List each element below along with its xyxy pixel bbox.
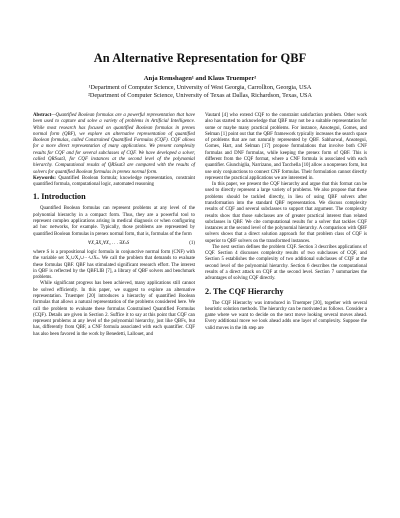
intro-paragraph-5: In this paper, we present the CQF hierarchy and argue that this format can be used to directly represent a large variety of problems. We also propose that these problems should be tackled directly, in lieu of using QBF solvers after transformation into the standard QBF representation. We discuss complexity results of CQF and several subclasses to support that argument. The complexity results show that those subclasses are of greater practical interest than related subclasses in QBF. We cite computational results for a solver that tackles CQF instances at the second level of the polynomial hierarchy. A comparison with QBF solvers shows that a direct solution approach for that problem class of CQF is superior to QBF solvers on the transformed instances.: [205, 182, 367, 244]
intro-paragraph-6: The next section defines the problem CQF. Section 3 describes applications of CQF. Section 4 discusses complexity results of two subclasses of CQF, and Section 5 establishes the complexity of two additional subclasses of CQF at the second level of the polynomial hierarchy. Section 6 describes the computational results of a direct attack on CQF at the second level. Section 7 summarizes the advantages of solving CQF directly.: [205, 244, 367, 282]
formula-number: (1): [189, 240, 195, 246]
abstract-label: Abstract: [33, 113, 52, 118]
intro-paragraph-3: While significant progress has been achieved, many applications still cannot be solved efficiently. In this paper, we suggest to explore an alternative representation. Truemper [20] introduces a hierarchy of quantified Boolean formulas that allows a natural representation of the problems considered here. We call the problem to evaluate these formulas Constrained Quantified Formulas (CQF). Details are given in Section 2. Suffice it to say at this point that CQF can represent problems at any level of the polynomial hierarchy, just like QBFs, but has, differently from QBF, a CNF formula associated with each quantifier. CQF has also been favored in the work by Benedetti, Lallouet, and: [33, 281, 195, 337]
intro-paragraph-4: Vautard [4] who extend CQF to the constraint satisfaction problem. Other work also has started to acknowledge that QBF may not be a suitable representation for some or maybe many practical problems. For instance, Ansotegui, Gomes, and Selman [1] point out that the QBF framework typically increases the search space of problems that are not naturally represented by QBF. Sabharwal, Ansotegui, Gomes, Hart, and Selman [17] propose formulations that involve both CNF formulas and DNF formulas, while keeping the prenex form of QBF. This is different from the CQF format, where a CNF formula is associated with each quantifier. Giunchiglia, Narrizano, and Tacchella [10] allow a nonprenex form, but use only conjunctions to connect CNF formulas. Their formulation cannot directly represent the practical applications we are interested in.: [205, 113, 367, 181]
formula-1: [33, 241, 195, 247]
formula-expression: ∀X₁∃X₂∀X₃ . . . ∃XₙS: [88, 240, 130, 246]
section-heading-cqf-hierarchy: 2. The CQF Hierarchy: [205, 286, 284, 296]
abstract-text: —Quantified Boolean formulas are a powerful representation that have been used to capture and solve a variety of problems in Artificial Intelligence. While most research has focused on quantified Boolean formulas in prenex normal form (QBF), we explore an alternative representation of quantified Boolean formulas, called Constrained Quantified Formulas (CQF). CQF allows for a more direct representation of many applications. We present complexity results for CQF and for several subclasses of CQF. We have developed a solver, called QRSsat3, for CQF instances at the second level of the polynomial hierarchy. Computational results of QRSsat3 are compared with the results of solvers for quantified Boolean formulas in prenex normal form.: [33, 113, 195, 175]
section-heading-introduction: 1. Introduction: [33, 192, 86, 202]
cqf-paragraph-1: The CQF Hierarchy was introduced in Truemper [20], together with several heuristic solution methods. The hierarchy can be motivated as follows. Consider a game where we want to decide on the next move looking several moves ahead. Every additional move we look ahead adds one layer of complexity. Suppose the valid moves in the ith step are: [205, 300, 367, 331]
intro-paragraph-1: Quantified Boolean formulas can represent problems at any level of the polynomial hierarchy in a compact form. Thus, they are a powerful tool to represent complex applications arising in medical diagnosis or when configuring ad hoc networks, for example. Typically, those problems are represented by quantified Boolean formulas in prenex normal form, that is, formulas of the form: [33, 206, 195, 237]
affiliation-1: ¹Department of Computer Science, University of West Georgia, Carrollton, Georgia, USA: [88, 84, 312, 91]
keywords-label: Keywords:: [33, 175, 56, 181]
intro-paragraph-2: where S is a propositional logic formula in conjunctive normal form (CNF) with the variable set X₁∪X₂∪···∪Xₙ. We call the problem that demands to evaluate these formulas QBF. QBF has stimulated significant research effort. The interest in QBF is reflected by the QBFLIB [7], a library of QBF solvers and benchmark problems.: [33, 250, 195, 281]
paper-authors: Anja Remshagen¹ and Klaus Truemper²: [143, 75, 257, 82]
keywords: [33, 176, 195, 189]
left-column: [33, 113, 195, 338]
right-column: [205, 113, 367, 332]
keywords-text: Quantified Boolean formula; knowledge representation, constraint quantified formula, computational logic, automated reasoning: [33, 175, 195, 188]
paper-title: An Alternative Representation for QBF: [93, 51, 307, 65]
affiliation-2: ²Department of Computer Science, University of Texas at Dallas, Richardson, Texas, USA: [88, 92, 312, 99]
abstract: [33, 113, 195, 176]
